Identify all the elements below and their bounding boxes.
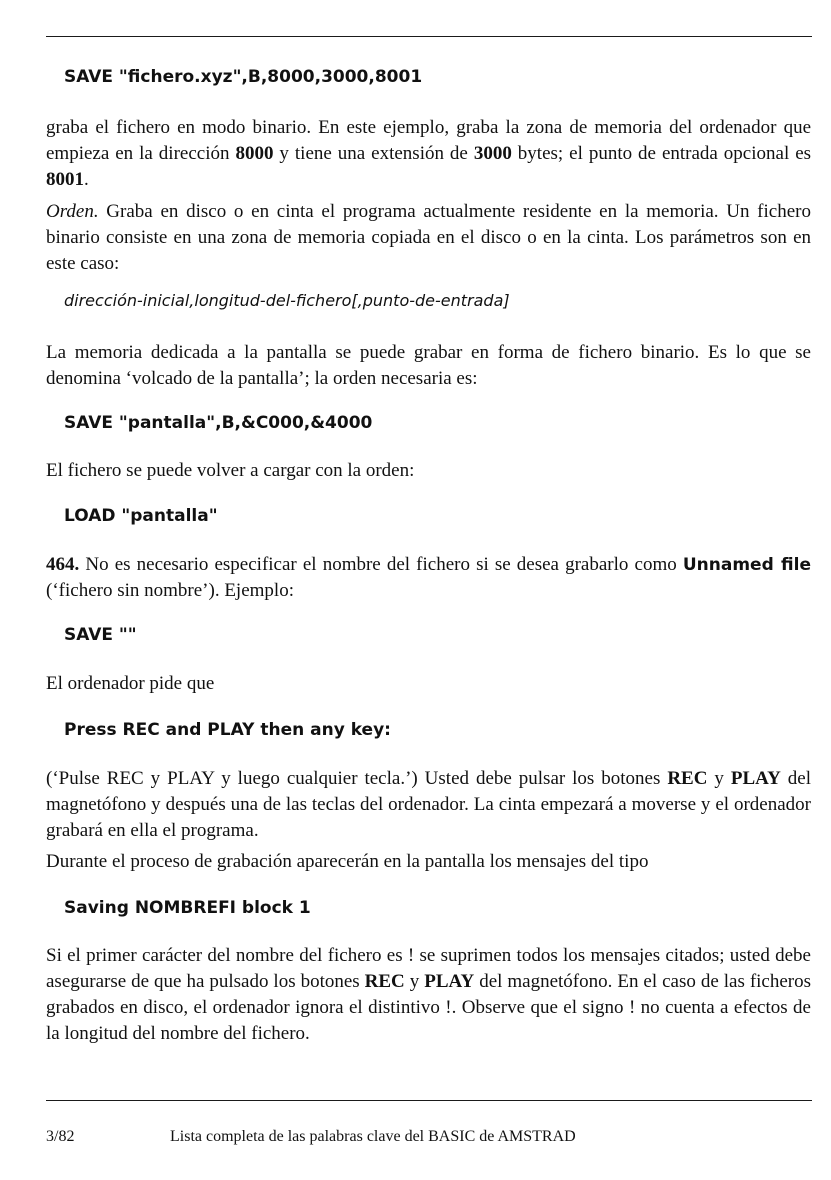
- paragraph-screen-dump: La memoria dedicada a la pantalla se puede grabar en forma de fichero binario. Es lo que se denomina ‘volcado de la pantalla’; la orden necesaria es:: [46, 342, 811, 389]
- paragraph-reload: El fichero se puede volver a cargar con la orden:: [46, 460, 415, 481]
- paragraph-asks: El ordenador pide que: [46, 673, 215, 694]
- top-rule: [46, 36, 812, 37]
- orden-label: Orden.: [46, 201, 99, 222]
- code-press-rec: Press REC and PLAY then any key:: [64, 720, 391, 740]
- parameter-syntax: dirección-inicial,longitud-del-fichero[,punto-de-entrada]: [64, 291, 510, 310]
- paragraph-pulse: (‘Pulse REC y PLAY y luego cualquier tecla.’) Usted debe pulsar los botones REC y PLAY del magnetófono y después una de las teclas del ordenador. La cinta empezará a moverse y el ordenador grabará en ella el programa.: [46, 768, 812, 841]
- footer-page-number: 3/82: [46, 1128, 75, 1145]
- paragraph-exclamation: Si el primer carácter del nombre del fichero es ! se suprimen todos los mensajes citados; usted debe asegurarse de que ha pulsado los botones REC y PLAY del magnetófono. En el caso de las ficheros grabados en disco, el ordenador ignora el distintivo !. Observe que el signo ! no cuenta a efectos de la longitud del nombre del fichero.: [46, 945, 812, 1044]
- paragraph-orden: Orden. Graba en disco o en cinta el programa actualmente residente en la memoria. Un fichero binario consiste en una zona de memoria copiada en el disco o en la cinta. Los parámetros son en este caso:: [46, 201, 811, 274]
- paragraph-save-binary: graba el fichero en modo binario. En este ejemplo, graba la zona de memoria del ordenador que empieza en la dirección 8000 y tiene una extensión de 3000 bytes; el punto de entrada opcional es 8001.: [46, 117, 812, 190]
- bottom-rule: [46, 1100, 812, 1101]
- code-saving-block: Saving NOMBREFI block 1: [64, 898, 311, 918]
- code-save-screen: SAVE "pantalla",B,&C000,&4000: [64, 413, 373, 433]
- code-save-empty: SAVE "": [64, 625, 137, 645]
- paragraph-464: 464. No es necesario especificar el nombre del fichero si se desea grabarlo como Unnamed file (‘fichero sin nombre’). Ejemplo:: [46, 554, 811, 601]
- code-save-binary: SAVE "fichero.xyz",B,8000,3000,8001: [64, 67, 423, 87]
- footer-title: Lista completa de las palabras clave del BASIC de AMSTRAD: [170, 1128, 576, 1145]
- code-load-screen: LOAD "pantalla": [64, 506, 218, 526]
- paragraph-durante: Durante el proceso de grabación aparecerán en la pantalla los mensajes del tipo: [46, 851, 649, 872]
- model-number: 464.: [46, 554, 80, 575]
